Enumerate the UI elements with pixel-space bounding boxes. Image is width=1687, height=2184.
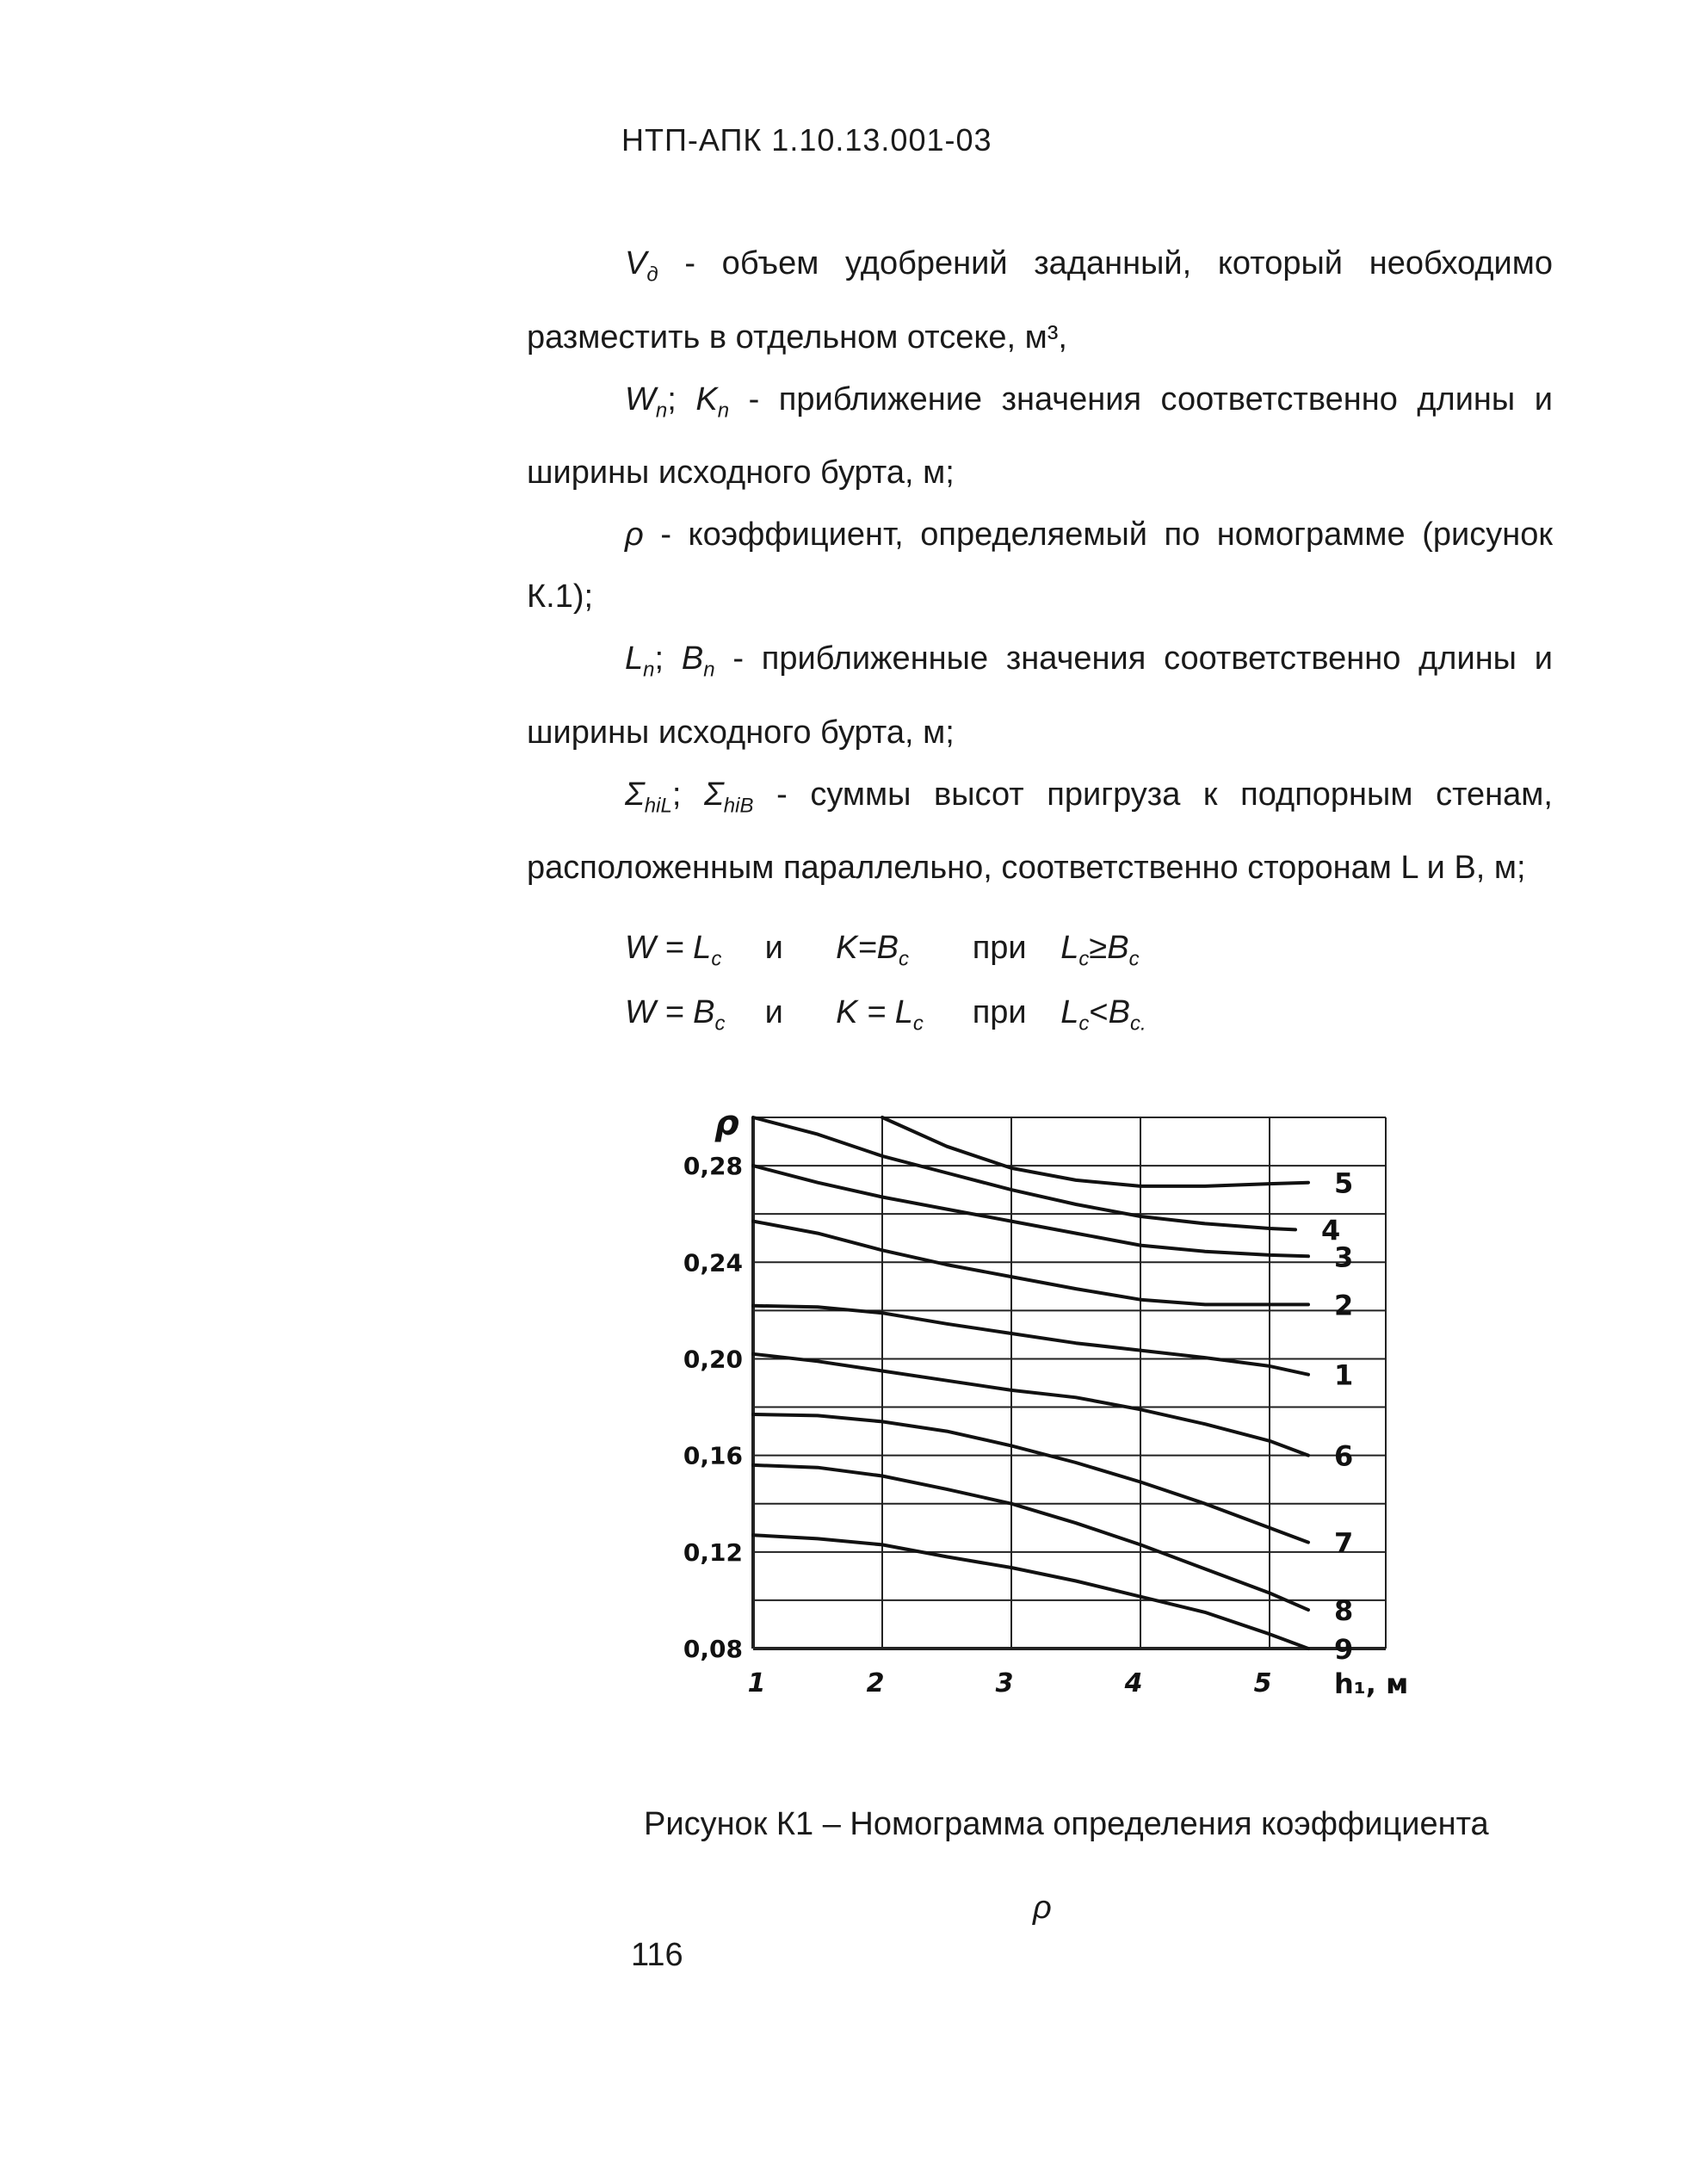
y-tick-label: 0,20: [683, 1345, 743, 1374]
x-tick-label: 4: [1124, 1668, 1143, 1698]
series-label-7: 7: [1334, 1526, 1354, 1560]
formula-2: $W = B_c$ и $K = L_c$ при $L_c<B_{c.}$: [625, 994, 1146, 1036]
series-label-9: 9: [1334, 1633, 1354, 1666]
figure-caption-symbol: ρ: [1033, 1890, 1052, 1926]
y-tick-label: 0,28: [683, 1152, 743, 1181]
definition-rho: ρ - коэффициент, определяемый по номограмме (рисунок К.1);: [527, 517, 1553, 616]
y-tick-label: 0,12: [683, 1537, 743, 1567]
series-line-5: [882, 1117, 1308, 1186]
y-tick-label: 0,08: [683, 1635, 743, 1663]
definition-wk: $W_n$; $K_n$ - приближение значения соответственно длины и ширины исходного бурта, м;: [527, 380, 1553, 492]
series-line-8: [753, 1465, 1308, 1610]
series-line-7: [753, 1414, 1308, 1543]
series-label-2: 2: [1334, 1289, 1354, 1322]
definition-v: $V_д$ - объем удобрений заданный, который необходимо разместить в отдельном отсеке, м³,: [527, 245, 1553, 356]
x-tick-label: 5: [1253, 1668, 1272, 1698]
x-tick-label: 2: [866, 1668, 885, 1698]
series-label-1: 1: [1334, 1358, 1354, 1392]
series-label-8: 8: [1334, 1594, 1354, 1628]
x-axis-label: h₁, м: [1334, 1667, 1409, 1700]
page-number: 116: [631, 1937, 683, 1973]
series-label-4: 4: [1321, 1214, 1341, 1247]
series-label-3: 3: [1334, 1240, 1354, 1274]
definition-sums: $\Sigma_{hiL}$; $\Sigma_{hiB}$ - суммы высот пригруза к подпорным стенам, расположенным параллельно, соответственно сторонам L и B, м;: [527, 776, 1553, 887]
series-label-6: 6: [1334, 1439, 1354, 1473]
y-tick-label: 0,16: [683, 1441, 743, 1470]
x-tick-label: 3: [995, 1668, 1014, 1698]
y-axis-label: ρ: [714, 1104, 739, 1143]
y-tick-label: 0,24: [683, 1248, 743, 1278]
figure-caption: Рисунок К1 – Номограмма определения коэффициента: [644, 1806, 1489, 1842]
document-header: НТП-АПК 1.10.13.001-03: [621, 122, 992, 158]
definition-lb: $L_n$; $B_n$ - приближенные значения соответственно длины и ширины исходного бурта, м;: [527, 640, 1553, 751]
series-line-3: [753, 1166, 1308, 1256]
formula-1: $W = L_c$ и $K=B_c$ при $L_c\ge B_c$: [625, 930, 1140, 971]
series-line-4: [753, 1117, 1295, 1229]
x-tick-label: 1: [747, 1668, 766, 1698]
series-label-5: 5: [1334, 1166, 1354, 1200]
series-line-6: [753, 1354, 1308, 1456]
